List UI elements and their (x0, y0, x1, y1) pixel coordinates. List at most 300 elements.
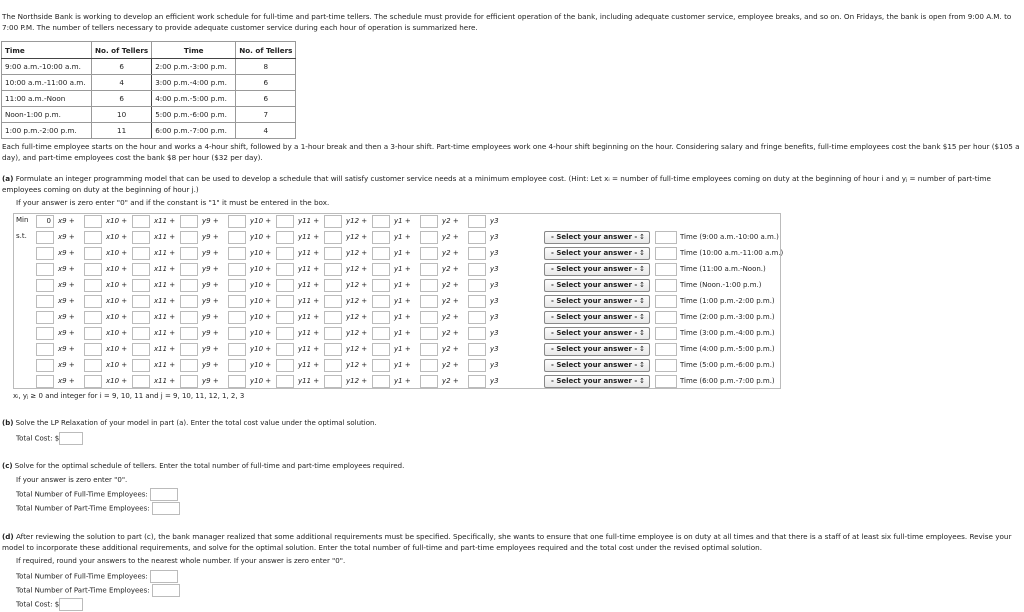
relation-select[interactable] (544, 375, 650, 388)
variable-label: y9 + (202, 281, 219, 289)
coefficient-input[interactable] (276, 215, 294, 228)
part-a-question: Formulate an integer programming model that can be used to develop a schedule that will satisfy customer service needs at a minimum employee cost. (Hint: Let xᵢ = number of full-time employees coming on duty at the beginning of hour i and yⱼ = number of part-time employees coming on duty at the beginning of hour j.) (2, 174, 991, 194)
constraint-time-label: Time (1:00 p.m.-2:00 p.m.) (680, 297, 775, 305)
rhs-input[interactable] (655, 263, 677, 276)
table-cell: 4:00 p.m.-5:00 p.m. (152, 91, 236, 107)
coefficient-input[interactable] (228, 215, 246, 228)
variable-label: y9 + (202, 345, 219, 353)
coefficient-input[interactable] (276, 343, 294, 356)
variable-label: y9 + (202, 249, 219, 257)
coefficient-input[interactable] (36, 247, 54, 260)
coefficient-input[interactable] (324, 327, 342, 340)
table-cell: 7 (236, 107, 296, 123)
shift-text: Each full-time employee starts on the hour and works a 4-hour shift, followed by a 1-hour break and then a 3-hour shift. Part-time employees work one 4-hour shift beginning on the hour. Considering salary and fringe benefits, full-time employees cost the bank $15 per hour ($105 a day), and part-time employees cost the bank $8 per hour ($32 per day). (2, 142, 1020, 162)
coefficient-input[interactable] (36, 311, 54, 324)
select-label: - Select your answer - (551, 281, 638, 289)
select-label: - Select your answer - (551, 361, 638, 369)
st-label: s.t. (16, 232, 27, 240)
variable-label: y3 (490, 377, 499, 385)
variable-label: y2 + (442, 377, 459, 385)
coefficient-input[interactable] (180, 295, 198, 308)
coefficient-input[interactable] (180, 311, 198, 324)
variable-label: y11 + (298, 281, 320, 289)
variable-label: y1 + (394, 281, 411, 289)
nonneg-constraint: xᵢ, yⱼ ≥ 0 and integer for i = 9, 10, 11 and j = 9, 10, 11, 12, 1, 2, 3 (13, 392, 245, 400)
variable-label: y9 + (202, 361, 219, 369)
coefficient-input[interactable] (372, 327, 390, 340)
constraint-time-label: Time (4:00 p.m.-5:00 p.m.) (680, 345, 775, 353)
coefficient-input[interactable] (36, 359, 54, 372)
chevron-updown-icon: ↕ (639, 265, 645, 273)
coefficient-input[interactable] (180, 327, 198, 340)
coefficient-input[interactable] (324, 247, 342, 260)
constraint-time-label: Time (11:00 a.m.-Noon.) (680, 265, 766, 273)
coefficient-input[interactable] (132, 295, 150, 308)
chevron-updown-icon: ↕ (639, 345, 645, 353)
coefficient-input[interactable] (420, 215, 438, 228)
part-c-label: (c) (2, 462, 13, 470)
variable-label: y12 + (346, 249, 368, 257)
part-c-note: If your answer is zero enter "0". (16, 476, 128, 484)
variable-label: y1 + (394, 217, 411, 225)
total-cost-input-b[interactable] (59, 432, 83, 445)
coefficient-input[interactable] (324, 375, 342, 388)
coefficient-input[interactable] (420, 327, 438, 340)
variable-label: y12 + (346, 361, 368, 369)
chevron-updown-icon: ↕ (639, 281, 645, 289)
variable-label: y1 + (394, 361, 411, 369)
coefficient-input[interactable] (180, 263, 198, 276)
part-time-input-d[interactable] (152, 584, 180, 597)
chevron-updown-icon: ↕ (639, 313, 645, 321)
variable-label: x9 + (58, 313, 75, 321)
part-c-text (2, 462, 404, 470)
variable-label: y10 + (250, 249, 272, 257)
chevron-updown-icon: ↕ (639, 297, 645, 305)
variable-label: y9 + (202, 297, 219, 305)
variable-label: y12 + (346, 233, 368, 241)
chevron-updown-icon: ↕ (639, 377, 645, 385)
variable-label: x9 + (58, 377, 75, 385)
total-cost-label: Total Cost: $ (16, 434, 60, 443)
constraint-time-label: Time (9:00 a.m.-10:00 a.m.) (680, 233, 779, 241)
variable-label: y10 + (250, 361, 272, 369)
variable-label: y12 + (346, 217, 368, 225)
constraint-time-label: Time (10:00 a.m.-11:00 a.m.) (680, 249, 784, 257)
ft-label: Total Number of Full-Time Employees: (16, 572, 148, 581)
coefficient-input[interactable] (468, 295, 486, 308)
coefficient-input[interactable] (276, 375, 294, 388)
total-cost-label: Total Cost: $ (16, 600, 60, 609)
variable-label: y11 + (298, 377, 320, 385)
coefficient-input[interactable] (372, 359, 390, 372)
coefficient-input[interactable] (180, 343, 198, 356)
rhs-input[interactable] (655, 295, 677, 308)
coefficient-input[interactable] (84, 311, 102, 324)
coefficient-input[interactable] (84, 295, 102, 308)
coefficient-input[interactable] (228, 231, 246, 244)
coefficient-input[interactable] (180, 247, 198, 260)
select-label: - Select your answer - (551, 249, 638, 257)
part-b-question: Solve the LP Relaxation of your model in part (a). Enter the total cost value under the optimal solution. (15, 419, 377, 427)
coefficient-input[interactable] (276, 231, 294, 244)
variable-label: y10 + (250, 329, 272, 337)
table-cell: 10 (92, 107, 152, 123)
variable-label: y3 (490, 361, 499, 369)
coefficient-input[interactable] (420, 279, 438, 292)
part-a-label: (a) (2, 174, 14, 183)
coefficient-input[interactable] (228, 375, 246, 388)
variable-label: x9 + (58, 281, 75, 289)
variable-label: y3 (490, 329, 499, 337)
chevron-updown-icon: ↕ (639, 249, 645, 257)
coefficient-input[interactable] (228, 327, 246, 340)
table-row (2, 123, 296, 139)
variable-label: x11 + (154, 329, 176, 337)
variable-label: y9 + (202, 217, 219, 225)
relation-select[interactable] (544, 231, 650, 244)
variable-label: x11 + (154, 281, 176, 289)
variable-label: x11 + (154, 313, 176, 321)
variable-label: y9 + (202, 377, 219, 385)
variable-label: y11 + (298, 313, 320, 321)
coefficient-input[interactable] (132, 231, 150, 244)
coefficient-input[interactable] (36, 263, 54, 276)
variable-label: y1 + (394, 297, 411, 305)
coefficient-input[interactable] (372, 375, 390, 388)
full-time-input-d[interactable] (150, 570, 178, 583)
coefficient-input[interactable] (420, 295, 438, 308)
relation-select[interactable] (544, 279, 650, 292)
full-time-input-c[interactable] (150, 488, 178, 501)
relation-select[interactable] (544, 247, 650, 260)
coefficient-input[interactable] (276, 263, 294, 276)
coefficient-input[interactable] (372, 263, 390, 276)
tellers-table (1, 41, 296, 139)
part-d-total-cost-row (16, 598, 83, 611)
variable-label: y3 (490, 217, 499, 225)
coefficient-input[interactable] (468, 375, 486, 388)
variable-label: y12 + (346, 265, 368, 273)
variable-label: y2 + (442, 233, 459, 241)
coefficient-input[interactable] (372, 343, 390, 356)
rhs-input[interactable] (655, 311, 677, 324)
table-cell: Noon-1:00 p.m. (2, 107, 92, 123)
variable-label: y1 + (394, 265, 411, 273)
coefficient-input[interactable]: 0 (36, 215, 54, 228)
variable-label: y3 (490, 233, 499, 241)
rhs-input[interactable] (655, 327, 677, 340)
relation-select[interactable] (544, 311, 650, 324)
variable-label: y12 + (346, 281, 368, 289)
variable-label: y3 (490, 345, 499, 353)
variable-label: y10 + (250, 233, 272, 241)
variable-label: y2 + (442, 345, 459, 353)
rhs-input[interactable] (655, 231, 677, 244)
coefficient-input[interactable] (372, 311, 390, 324)
variable-label: y10 + (250, 265, 272, 273)
constraint-time-label: Time (5:00 p.m.-6:00 p.m.) (680, 361, 775, 369)
coefficient-input[interactable] (324, 295, 342, 308)
select-label: - Select your answer - (551, 265, 638, 273)
coefficient-input[interactable] (228, 295, 246, 308)
relation-select[interactable] (544, 343, 650, 356)
part-b-text (2, 419, 377, 427)
variable-label: y1 + (394, 233, 411, 241)
rhs-input[interactable] (655, 279, 677, 292)
coefficient-input[interactable] (84, 359, 102, 372)
variable-label: x9 + (58, 345, 75, 353)
coefficient-input[interactable] (468, 327, 486, 340)
variable-label: y3 (490, 281, 499, 289)
table-cell: 8 (236, 59, 296, 75)
variable-label: x11 + (154, 249, 176, 257)
coefficient-input[interactable] (228, 279, 246, 292)
table-row (2, 107, 296, 123)
table-cell: 11 (92, 123, 152, 139)
variable-label: x9 + (58, 361, 75, 369)
coefficient-input[interactable] (276, 327, 294, 340)
part-c-question: Solve for the optimal schedule of tellers. Enter the total number of full-time and part-time employees required. (14, 462, 405, 470)
coefficient-input[interactable] (276, 359, 294, 372)
relation-select[interactable] (544, 359, 650, 372)
table-cell: 6 (236, 91, 296, 107)
coefficient-input[interactable] (180, 279, 198, 292)
variable-label: y3 (490, 249, 499, 257)
variable-label: x11 + (154, 265, 176, 273)
table-cell: 4 (236, 123, 296, 139)
chevron-updown-icon: ↕ (639, 329, 645, 337)
variable-label: y3 (490, 297, 499, 305)
table-header: Time (2, 42, 92, 59)
select-label: - Select your answer - (551, 313, 638, 321)
coefficient-input[interactable] (228, 359, 246, 372)
total-cost-input-d[interactable] (59, 598, 83, 611)
coefficient-input[interactable] (84, 215, 102, 228)
variable-label: y1 + (394, 345, 411, 353)
table-cell: 1:00 p.m.-2:00 p.m. (2, 123, 92, 139)
part-c-ft-row (16, 488, 178, 501)
table-cell: 6 (92, 91, 152, 107)
coefficient-input[interactable] (36, 375, 54, 388)
coefficient-input[interactable] (84, 279, 102, 292)
variable-label: y1 + (394, 249, 411, 257)
variable-label: y1 + (394, 329, 411, 337)
part-b-label: (b) (2, 419, 14, 427)
coefficient-input[interactable] (132, 247, 150, 260)
coefficient-input[interactable] (324, 263, 342, 276)
coefficient-input[interactable] (372, 215, 390, 228)
variable-label: y3 (490, 265, 499, 273)
coefficient-input[interactable] (276, 279, 294, 292)
variable-label: y11 + (298, 233, 320, 241)
coefficient-input[interactable] (84, 343, 102, 356)
coefficient-input[interactable] (36, 343, 54, 356)
variable-label: x10 + (106, 329, 128, 337)
part-d-label: (d) (2, 532, 14, 541)
part-a-note: If your answer is zero enter "0" and if the constant is "1" it must be entered in the box. (16, 198, 330, 207)
coefficient-input[interactable] (468, 215, 486, 228)
coefficient-input[interactable] (132, 375, 150, 388)
select-label: - Select your answer - (551, 345, 638, 353)
variable-label: x11 + (154, 377, 176, 385)
coefficient-input[interactable] (228, 343, 246, 356)
variable-label: y9 + (202, 265, 219, 273)
variable-label: y10 + (250, 345, 272, 353)
coefficient-input[interactable] (180, 359, 198, 372)
coefficient-input[interactable] (36, 231, 54, 244)
variable-label: y10 + (250, 217, 272, 225)
ft-label: Total Number of Full-Time Employees: (16, 490, 148, 499)
pt-label: Total Number of Part-Time Employees: (16, 586, 150, 595)
rhs-input[interactable] (655, 343, 677, 356)
coefficient-input[interactable] (132, 327, 150, 340)
coefficient-input[interactable] (36, 327, 54, 340)
coefficient-input[interactable] (132, 263, 150, 276)
coefficient-input[interactable] (276, 295, 294, 308)
rhs-input[interactable] (655, 247, 677, 260)
variable-label: y11 + (298, 361, 320, 369)
coefficient-input[interactable] (468, 263, 486, 276)
variable-label: x10 + (106, 297, 128, 305)
constraint-time-label: Time (2:00 p.m.-3:00 p.m.) (680, 313, 775, 321)
coefficient-input[interactable] (132, 359, 150, 372)
coefficient-input[interactable] (132, 215, 150, 228)
coefficient-input[interactable] (228, 247, 246, 260)
select-label: - Select your answer - (551, 297, 638, 305)
coefficient-input[interactable] (372, 231, 390, 244)
coefficient-input[interactable] (420, 359, 438, 372)
coefficient-input[interactable] (420, 343, 438, 356)
variable-label: y11 + (298, 345, 320, 353)
variable-label: x9 + (58, 265, 75, 273)
rhs-input[interactable] (655, 359, 677, 372)
variable-label: x10 + (106, 217, 128, 225)
coefficient-input[interactable] (420, 231, 438, 244)
variable-label: y11 + (298, 329, 320, 337)
relation-select[interactable] (544, 263, 650, 276)
coefficient-input[interactable] (36, 295, 54, 308)
coefficient-input[interactable] (468, 231, 486, 244)
coefficient-input[interactable] (372, 279, 390, 292)
coefficient-input[interactable] (324, 343, 342, 356)
select-label: - Select your answer - (551, 233, 638, 241)
variable-label: x11 + (154, 297, 176, 305)
variable-label: y2 + (442, 281, 459, 289)
coefficient-input[interactable] (420, 311, 438, 324)
coefficient-input[interactable] (372, 247, 390, 260)
coefficient-input[interactable] (468, 359, 486, 372)
variable-label: y12 + (346, 329, 368, 337)
coefficient-input[interactable] (420, 247, 438, 260)
coefficient-input[interactable] (468, 343, 486, 356)
coefficient-input[interactable] (468, 279, 486, 292)
select-label: - Select your answer - (551, 329, 638, 337)
coefficient-input[interactable] (276, 311, 294, 324)
coefficient-input[interactable] (372, 295, 390, 308)
coefficient-input[interactable] (36, 279, 54, 292)
variable-label: y2 + (442, 217, 459, 225)
table-cell: 3:00 p.m.-4:00 p.m. (152, 75, 236, 91)
coefficient-input[interactable] (228, 311, 246, 324)
part-d-ft-row (16, 570, 178, 583)
coefficient-input[interactable] (420, 375, 438, 388)
part-a-text (2, 173, 1020, 195)
coefficient-input[interactable] (324, 311, 342, 324)
coefficient-input[interactable] (132, 343, 150, 356)
variable-label: y10 + (250, 377, 272, 385)
variable-label: x10 + (106, 377, 128, 385)
part-time-input-c[interactable] (152, 502, 180, 515)
variable-label: x10 + (106, 233, 128, 241)
constraint-time-label: Time (Noon.-1:00 p.m.) (680, 281, 762, 289)
coefficient-input[interactable] (132, 311, 150, 324)
part-d-pt-row (16, 584, 180, 597)
relation-select[interactable] (544, 295, 650, 308)
coefficient-input[interactable] (228, 263, 246, 276)
table-header: No. of Tellers (92, 42, 152, 59)
part-d-note: If required, round your answers to the nearest whole number. If your answer is zero enter "0". (16, 557, 346, 565)
part-c-pt-row (16, 502, 180, 515)
variable-label: x9 + (58, 217, 75, 225)
variable-label: y12 + (346, 345, 368, 353)
coefficient-input[interactable] (84, 247, 102, 260)
table-header: No. of Tellers (236, 42, 296, 59)
variable-label: x9 + (58, 297, 75, 305)
select-label: - Select your answer - (551, 377, 638, 385)
coefficient-input[interactable] (132, 279, 150, 292)
variable-label: y2 + (442, 361, 459, 369)
table-cell: 9:00 a.m.-10:00 a.m. (2, 59, 92, 75)
variable-label: y2 + (442, 329, 459, 337)
coefficient-input[interactable] (180, 215, 198, 228)
table-cell: 5:00 p.m.-6:00 p.m. (152, 107, 236, 123)
chevron-updown-icon: ↕ (639, 361, 645, 369)
coefficient-input[interactable] (468, 311, 486, 324)
relation-select[interactable] (544, 327, 650, 340)
variable-label: y2 + (442, 297, 459, 305)
table-cell: 4 (92, 75, 152, 91)
coefficient-input[interactable] (324, 279, 342, 292)
constraint-time-label: Time (3:00 p.m.-4:00 p.m.) (680, 329, 775, 337)
table-cell: 6 (92, 59, 152, 75)
coefficient-input[interactable] (468, 247, 486, 260)
variable-label: y9 + (202, 233, 219, 241)
coefficient-input[interactable] (180, 375, 198, 388)
rhs-input[interactable] (655, 375, 677, 388)
coefficient-input[interactable] (276, 247, 294, 260)
variable-label: x10 + (106, 345, 128, 353)
part-b-total-cost-row (16, 432, 83, 445)
variable-label: x11 + (154, 361, 176, 369)
part-d-question: After reviewing the solution to part (c), the bank manager realized that some additional requirements must be specified. Specifically, she wants to ensure that one full-time employee is on duty at all times and that there is a staff of at least six full-time employees. Revise your model to incorporate these additional requirements, and solve for the optimal solution. Enter the total number of full-time and part-time employees required and the total cost under the revised optimal solution. (2, 532, 1012, 552)
coefficient-input[interactable] (324, 359, 342, 372)
table-cell: 2:00 p.m.-3:00 p.m. (152, 59, 236, 75)
variable-label: y9 + (202, 329, 219, 337)
coefficient-input[interactable] (84, 263, 102, 276)
coefficient-input[interactable] (84, 327, 102, 340)
coefficient-input[interactable] (420, 263, 438, 276)
coefficient-input[interactable] (84, 375, 102, 388)
coefficient-input[interactable] (84, 231, 102, 244)
coefficient-input[interactable] (324, 215, 342, 228)
variable-label: y1 + (394, 313, 411, 321)
table-cell: 6 (236, 75, 296, 91)
variable-label: y1 + (394, 377, 411, 385)
coefficient-input[interactable] (324, 231, 342, 244)
coefficient-input[interactable] (180, 231, 198, 244)
variable-label: x10 + (106, 281, 128, 289)
